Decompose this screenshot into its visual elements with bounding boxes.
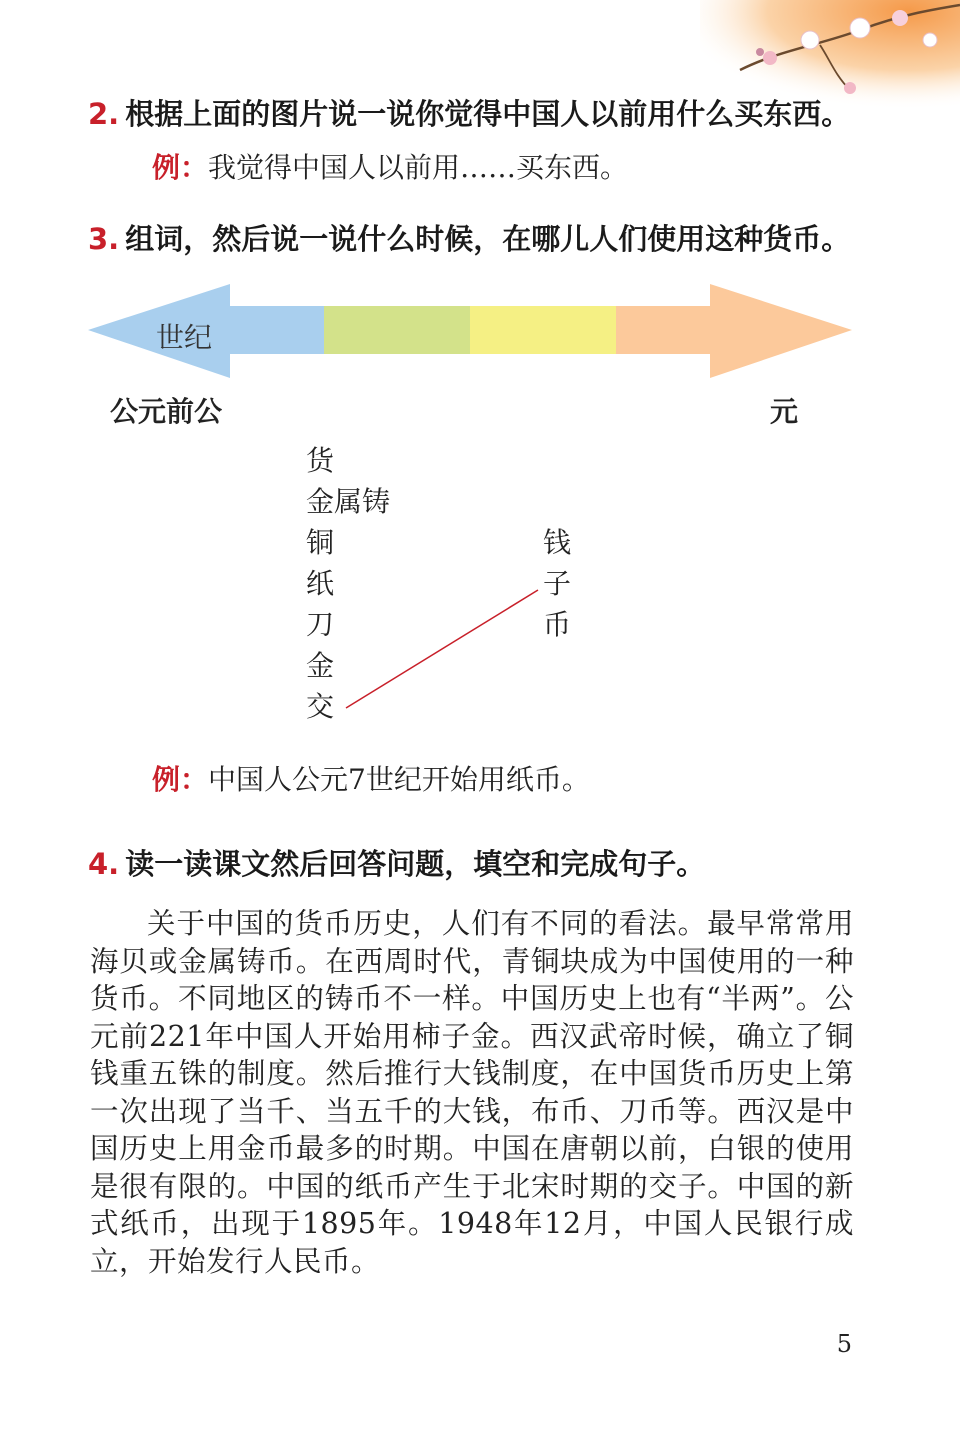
timeline-right-label: 元 (770, 395, 799, 428)
question-number: 4. (88, 847, 120, 881)
question-text: 根据上面的图片说一说你觉得中国人以前用什么买东西。 (125, 97, 851, 131)
word-item: 交 (306, 690, 335, 723)
example-text: 中国人公元7世纪开始用纸币。 (208, 763, 590, 796)
left-word-column (306, 440, 390, 727)
timeline-arrow-label: 世纪 (156, 321, 213, 354)
question-3 (88, 217, 850, 258)
page-number: 5 (836, 1330, 852, 1358)
example-text: 我觉得中国人以前用……买东西。 (208, 151, 629, 184)
reading-passage: 关于中国的货币历史，人们有不同的看法。最早常常用海贝或金属铸币。在西周时代，青铜块成为中国使用的一种货币。不同地区的铸币不一样。中国历史上也有“半两”。公元前221年中国人开始用柿子金。西汉武帝时候，确立了铜钱重五铢的制度。然后推行大钱制度，在中国货币历史上第一次出现了当千、当五千的大钱，布币、刀币等。西汉是中国历史上用金币最多的时期。中国在唐朝以前，白银的使用是很有限的。中国的纸币产生于北宋时期的交子。中国的新式纸币，出现于1895年。1948年12月，中国人民银行成立，开始发行人民币。 (90, 907, 854, 1278)
timeline-right-arrowhead (616, 284, 852, 378)
word-item: 铜 (306, 526, 335, 559)
q2-example (152, 146, 628, 186)
example-label: 例： (152, 763, 209, 796)
question-text: 组词，然后说一说什么时候，在哪儿人们使用这种货币。 (125, 222, 851, 256)
timeline-left-label: 公元前公 (110, 395, 223, 428)
word-item: 钱 (543, 526, 572, 559)
question-2 (88, 92, 850, 133)
question-number: 3. (88, 222, 120, 256)
word-item: 金 (306, 649, 335, 682)
word-item: 金属铸 (306, 485, 391, 518)
question-4 (88, 842, 705, 883)
word-item: 纸 (306, 567, 335, 600)
word-item: 刀 (306, 608, 335, 641)
word-item: 货 (306, 444, 335, 477)
timeline-band-yellow (470, 306, 616, 354)
timeline-band-green (324, 306, 470, 354)
example-label: 例： (152, 151, 209, 184)
word-item: 币 (543, 608, 572, 641)
right-word-column (543, 522, 571, 645)
question-text: 读一读课文然后回答问题，填空和完成句子。 (125, 847, 706, 881)
word-item: 子 (543, 567, 572, 600)
question-number: 2. (88, 97, 120, 131)
q3-example (152, 758, 590, 798)
